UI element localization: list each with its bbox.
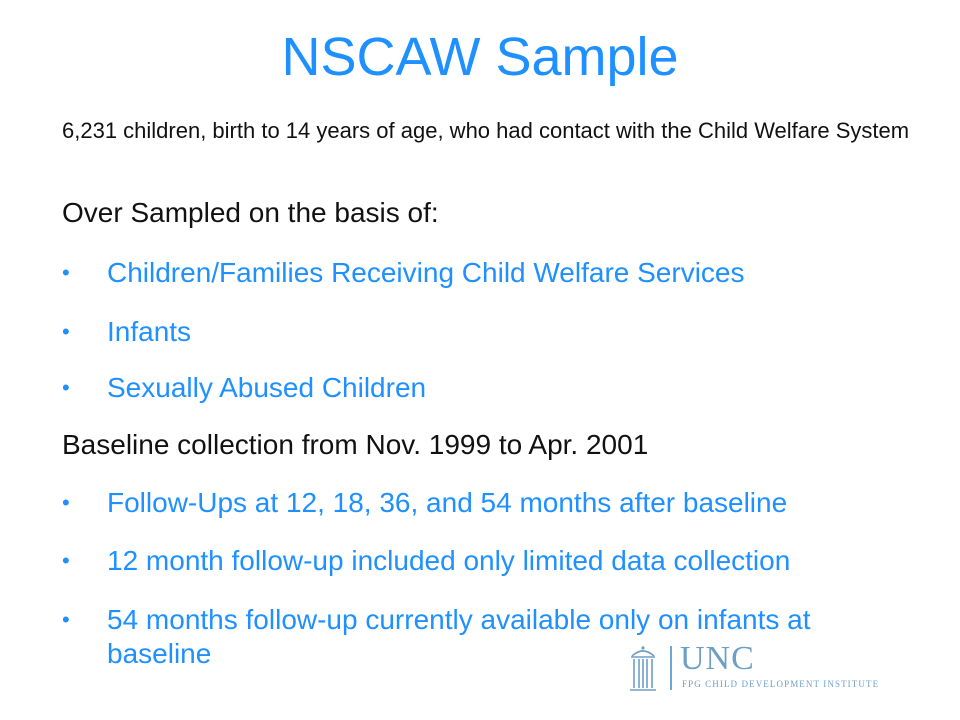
list-item-text: Follow-Ups at 12, 18, 36, and 54 months after baseline [107,487,788,518]
list-item [62,544,892,578]
list-item [62,256,892,290]
list-item-text: 12 month follow-up included only limited data collection [107,545,791,576]
list-item [62,486,892,520]
old-well-icon [628,644,658,692]
bullet-icon: • [62,490,70,515]
list-item-text: 54 months follow-up currently available only on infants at baseline [107,604,811,669]
list-item-text: Infants [107,316,192,347]
intro-text: 6,231 children, birth to 14 years of age, who had contact with the Child Welfare System [62,118,910,143]
list-item-text: Sexually Abused Children [107,372,427,403]
oversampled-heading: Over Sampled on the basis of: [62,197,439,228]
slide-title: NSCAW Sample [281,27,679,87]
unc-logo [628,640,880,694]
logo-divider [670,646,672,690]
list-item [62,315,892,349]
bullet-icon: • [62,319,70,344]
logo-name: UNC [680,640,755,677]
list-item-text: Children/Families Receiving Child Welfare Services [107,257,745,288]
bullet-icon: • [62,607,70,632]
bullet-icon: • [62,260,70,285]
bullet-icon: • [62,375,70,400]
baseline-heading: Baseline collection from Nov. 1999 to Apr. 2001 [62,429,649,460]
list-item [62,371,892,405]
bullet-icon: • [62,548,70,573]
logo-institute: FPG CHILD DEVELOPMENT INSTITUTE [682,679,880,689]
